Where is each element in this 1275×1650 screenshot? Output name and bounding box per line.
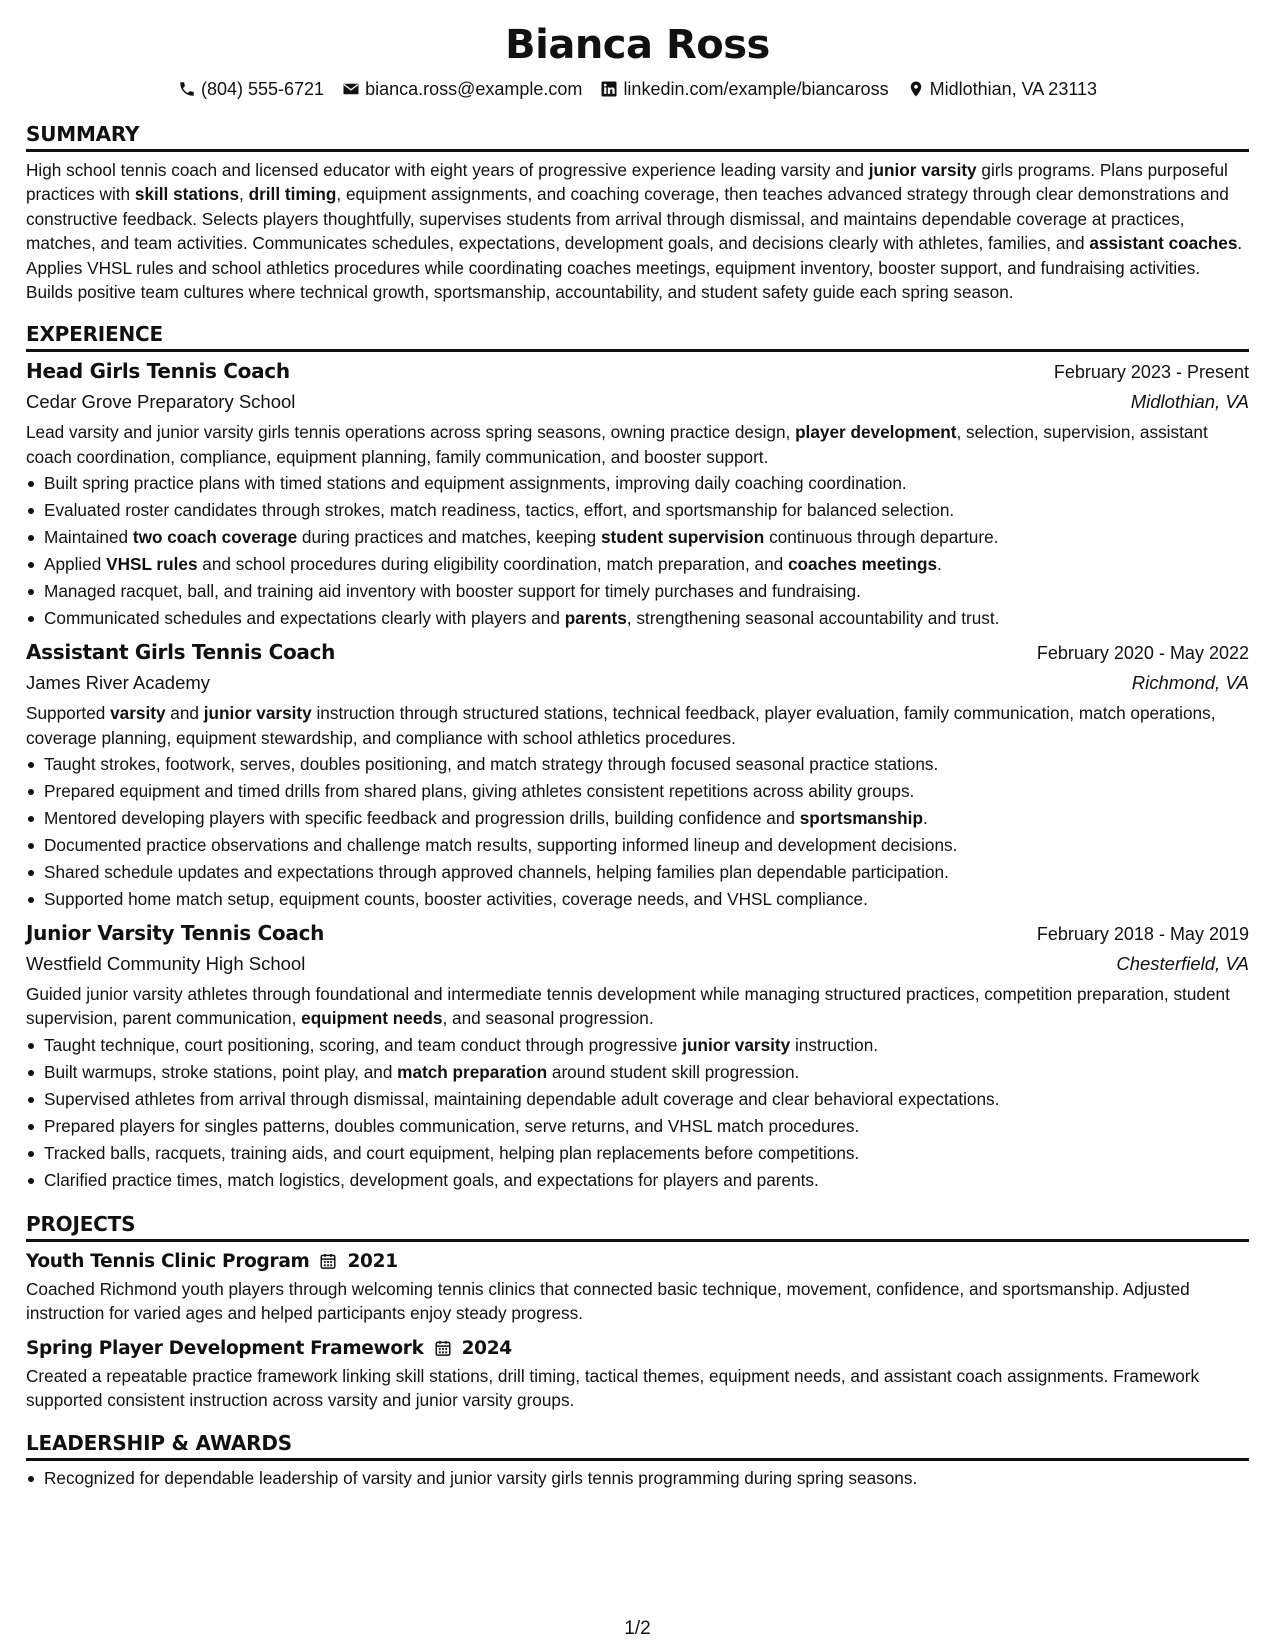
- job-location: Richmond, VA: [1131, 672, 1249, 694]
- text-run: Supported home match setup, equipment counts, booster activities, coverage needs, and VHSL compliance.: [44, 889, 868, 910]
- text-run: Prepared equipment and timed drills from shared plans, giving athletes consistent repetitions across ability groups.: [44, 781, 915, 802]
- bold-text: skill stations: [134, 184, 240, 205]
- bold-text: match preparation: [397, 1061, 548, 1082]
- contact-bar: [26, 76, 1249, 102]
- bold-text: junior varsity: [868, 160, 977, 180]
- text-run: Taught strokes, footwork, serves, doubles positioning, and match strategy through focused seasonal practice stations.: [44, 754, 939, 775]
- leadership-bullets: [26, 1465, 1249, 1492]
- text-run: Taught technique, court positioning, scoring, and team conduct through progressive: [44, 1034, 683, 1055]
- map-pin-icon: [907, 80, 925, 98]
- bold-text: varsity: [110, 703, 166, 724]
- job-description: [26, 982, 1249, 1031]
- bold-text: junior varsity: [203, 703, 312, 724]
- text-run: Communicated schedules and expectations clearly with players and: [44, 608, 565, 629]
- text-run: High school tennis coach and licensed educator with eight years of progressive experience leading varsity and: [26, 160, 869, 180]
- text-run: girls programs. Plans purposeful practices with: [26, 160, 1228, 205]
- job-bullets: [26, 470, 1249, 632]
- contact-phone[interactable]: [178, 79, 324, 100]
- bold-text: equipment needs: [301, 1008, 443, 1029]
- bold-text: junior varsity: [682, 1034, 791, 1055]
- bullet-item: [26, 1167, 1249, 1194]
- bullet-item: [26, 578, 1249, 605]
- leadership-bullet: Recognized for dependable leadership of varsity and junior varsity girls tennis programming during spring seasons.: [26, 1465, 1249, 1492]
- bold-text: coaches meetings: [787, 554, 938, 575]
- project-name: Spring Player Development Framework: [26, 1337, 424, 1359]
- text-run: Applied: [44, 554, 107, 575]
- job-description: [26, 701, 1249, 750]
- section-title-leadership: LEADERSHIP & AWARDS: [26, 1431, 1249, 1461]
- contact-linkedin-text: linkedin.com/example/biancaross: [623, 78, 889, 99]
- text-run: , equipment assignments, and coaching coverage, then teaches advanced strategy through clear demonstrations and constructive feedback. Selects players thoughtfully, supervises students from arrival through dismissal, and maintains dependable coverage at practices, matches, and team activities. Communicates schedules, expectations, development goals, and decisions clearly with athletes, families, and: [26, 184, 1229, 254]
- text-run: . Applies VHSL rules and school athletics procedures while coordinating coaches meetings, equipment inventory, booster support, and fundraising activities. Builds positive team cultures where technical growth, sportsmanship, accountability, and student safety guide each spring season.: [26, 233, 1243, 303]
- text-run: during practices and matches, keeping: [297, 527, 601, 548]
- job-bullets: [26, 751, 1249, 913]
- project-description: Created a repeatable practice framework linking skill stations, drill timing, tactical themes, equipment needs, and assistant coach assignments. Framework supported consistent instruction across varsity and junior varsity groups.: [26, 1365, 1200, 1411]
- bullet-item: [26, 497, 1249, 524]
- bullet-item: [26, 1140, 1249, 1167]
- bullet-item: [26, 605, 1249, 632]
- contact-location: [907, 79, 1097, 100]
- bullet-item: [26, 470, 1249, 497]
- bullet-item: [26, 551, 1249, 578]
- page-indicator: 1/2: [624, 1618, 651, 1639]
- text-run: , selection, supervision, assistant coach coordination, compliance, equipment planning, family communication, and booster support.: [26, 422, 1208, 467]
- contact-location-text: Midlothian, VA 23113: [929, 78, 1098, 99]
- job-organization: Cedar Grove Preparatory School: [26, 391, 296, 413]
- project-name: Youth Tennis Clinic Program: [26, 1250, 310, 1272]
- job-dates: February 2018 - May 2019: [1036, 924, 1249, 945]
- text-run: continuous through departure.: [764, 527, 999, 548]
- section-title-projects: PROJECTS: [26, 1212, 1249, 1242]
- job-organization: James River Academy: [26, 672, 211, 694]
- text-run: ,: [239, 184, 249, 205]
- bullet-item: [26, 751, 1249, 778]
- bold-text: player development: [795, 422, 957, 443]
- text-run: Supervised athletes from arrival through dismissal, maintaining dependable adult coverage and clear behavioral expectations.: [44, 1088, 1000, 1109]
- text-run: Documented practice observations and challenge match results, supporting informed lineup and development decisions.: [44, 835, 958, 856]
- text-run: , strengthening seasonal accountability and trust.: [626, 608, 1000, 629]
- job-dates: February 2023 - Present: [1053, 362, 1249, 383]
- text-run: Guided junior varsity athletes through foundational and intermediate tennis development while managing structured practices, competition preparation, student supervision, parent communication,: [26, 984, 1230, 1029]
- bullet-item: [26, 1059, 1249, 1086]
- project-entry: [26, 1338, 1249, 1413]
- job-location: Midlothian, VA: [1130, 391, 1249, 413]
- text-run: , and seasonal progression.: [442, 1008, 654, 1029]
- bold-text: parents: [564, 608, 627, 629]
- project-entry: [26, 1251, 1249, 1326]
- job-entry: [26, 640, 1249, 913]
- linkedin-icon: [600, 80, 618, 98]
- calendar-icon: [434, 1339, 452, 1357]
- job-entry: [26, 359, 1249, 632]
- text-run: Managed racquet, ball, and training aid inventory with booster support for timely purchases and fundraising.: [44, 581, 861, 602]
- text-run: Built spring practice plans with timed stations and equipment assignments, improving daily coaching coordination.: [44, 473, 907, 494]
- bullet-item: [26, 886, 1249, 913]
- bullet-item: [26, 859, 1249, 886]
- bullet-item: [26, 1032, 1249, 1059]
- contact-email-text: bianca.ross@example.com: [365, 78, 583, 99]
- job-bullets: [26, 1032, 1249, 1194]
- text-run: Clarified practice times, match logistics, development goals, and expectations for players and parents.: [44, 1169, 819, 1190]
- text-run: Maintained: [44, 527, 133, 548]
- bold-text: drill timing: [248, 184, 337, 205]
- text-run: Prepared players for singles patterns, doubles communication, serve returns, and VHSL match procedures.: [44, 1115, 860, 1136]
- bullet-item: [26, 1086, 1249, 1113]
- bullet-item: [26, 1113, 1249, 1140]
- text-run: Mentored developing players with specific feedback and progression drills, building confidence and: [44, 808, 800, 829]
- section-title-summary: SUMMARY: [26, 122, 1249, 152]
- candidate-name: Bianca Ross: [505, 22, 770, 68]
- bold-text: student supervision: [600, 527, 765, 548]
- bullet-item: [26, 778, 1249, 805]
- bold-text: two coach coverage: [132, 527, 298, 548]
- text-run: instruction.: [790, 1034, 879, 1055]
- text-run: Built warmups, stroke stations, point play, and: [44, 1061, 398, 1082]
- text-run: and school procedures during eligibility coordination, match preparation, and: [197, 554, 788, 575]
- text-run: Tracked balls, racquets, training aids, and court equipment, helping plan replacements before competitions.: [44, 1142, 860, 1163]
- bold-text: assistant coaches: [1089, 233, 1238, 254]
- job-title: Head Girls Tennis Coach: [26, 359, 290, 384]
- project-description: Coached Richmond youth players through welcoming tennis clinics that connected basic technique, movement, confidence, and sportsmanship. Adjusted instruction for varied ages and helped participants enjoy steady progress.: [26, 1278, 1190, 1324]
- bold-text: VHSL rules: [106, 554, 198, 575]
- text-run: Lead varsity and junior varsity girls tennis operations across spring seasons, owning practice design,: [26, 422, 796, 443]
- summary-text: [26, 158, 1249, 304]
- job-title: Assistant Girls Tennis Coach: [26, 640, 336, 665]
- contact-phone-text: (804) 555-6721: [200, 78, 325, 99]
- job-title: Junior Varsity Tennis Coach: [26, 921, 325, 946]
- phone-icon: [178, 80, 196, 98]
- bold-text: sportsmanship: [799, 808, 923, 829]
- text-run: .: [937, 554, 942, 575]
- envelope-icon: [342, 80, 360, 98]
- text-run: instruction through structured stations, technical feedback, player evaluation, family communication, match operations, coverage planning, equipment stewardship, and compliance with school athletics procedures.: [26, 703, 1216, 748]
- job-entry: [26, 921, 1249, 1194]
- calendar-icon: [319, 1252, 337, 1270]
- contact-email[interactable]: [342, 79, 582, 100]
- text-run: Supported: [26, 703, 111, 724]
- job-description: [26, 420, 1249, 469]
- job-location: Chesterfield, VA: [1116, 953, 1249, 975]
- text-run: and: [165, 703, 204, 724]
- project-year: 2024: [461, 1337, 512, 1359]
- project-year: 2021: [347, 1250, 398, 1272]
- bullet-item: [26, 805, 1249, 832]
- text-run: Shared schedule updates and expectations through approved channels, helping families plan dependable participation.: [44, 862, 949, 883]
- bullet-item: [26, 524, 1249, 551]
- contact-linkedin[interactable]: [600, 79, 888, 100]
- section-title-experience: EXPERIENCE: [26, 322, 1249, 352]
- text-run: Evaluated roster candidates through strokes, match readiness, tactics, effort, and sportsmanship for balanced selection.: [44, 500, 955, 521]
- text-run: .: [922, 808, 928, 829]
- job-organization: Westfield Community High School: [26, 953, 306, 975]
- text-run: around student skill progression.: [547, 1061, 800, 1082]
- bullet-item: [26, 832, 1249, 859]
- job-dates: February 2020 - May 2022: [1036, 643, 1249, 664]
